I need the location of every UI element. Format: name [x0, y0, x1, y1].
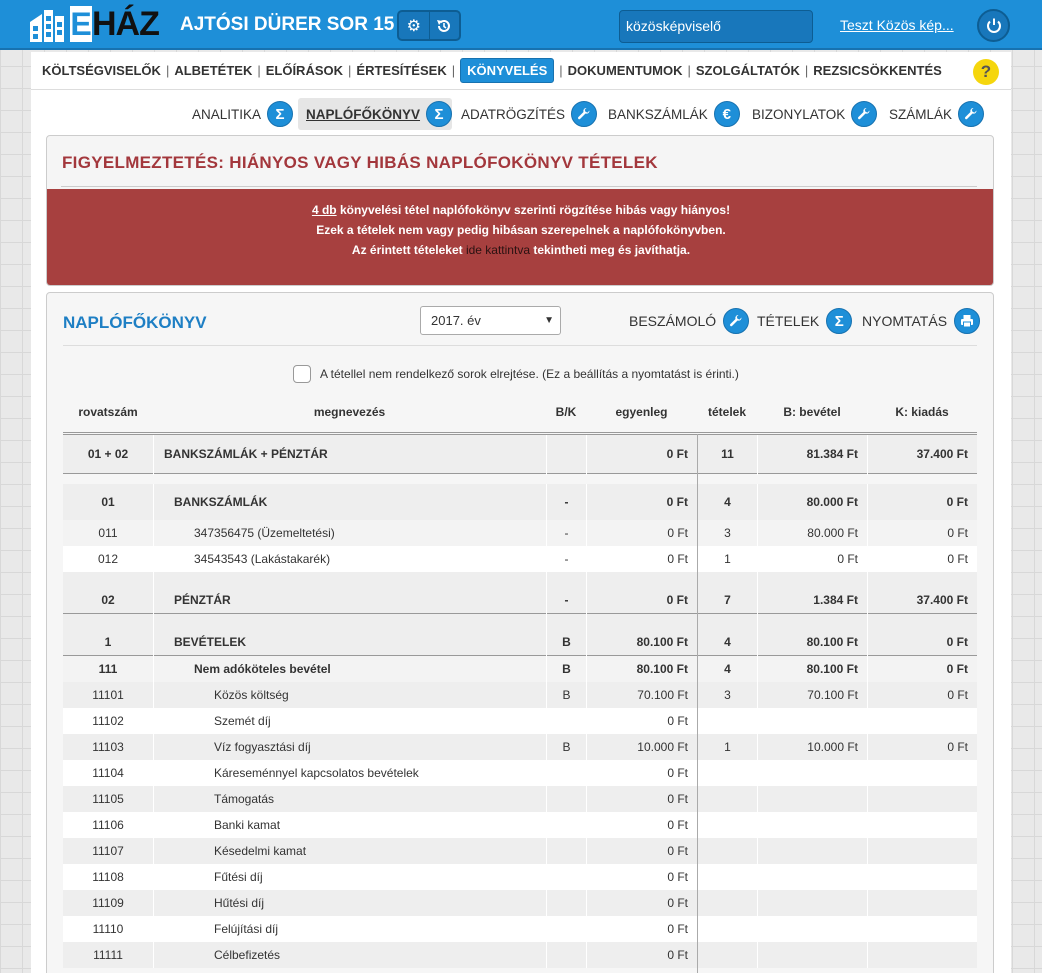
nav-item-dokumentumok[interactable]: DOKUMENTUMOK [567, 63, 683, 78]
cell-bevetel: 80.100 Ft [757, 614, 867, 656]
cell-kiadas: 37.400 Ft [867, 572, 977, 614]
cell-bevetel [757, 838, 867, 864]
cell-kiadas: 0 Ft [867, 682, 977, 708]
cell-tetelek [697, 916, 757, 942]
wrench-icon [723, 308, 749, 334]
table-row [63, 890, 977, 916]
cell-kiadas [867, 942, 977, 968]
cell-code: 11108 [92, 870, 124, 884]
cell-egyenleg: 0 Ft [586, 572, 697, 614]
header-tetelek: tételek [707, 405, 747, 419]
subnav-label: SZÁMLÁK [889, 106, 953, 122]
cell-kiadas: 0 Ft [867, 614, 977, 656]
cell-tetelek [697, 760, 757, 786]
sigma-icon: Σ [426, 101, 452, 127]
warning-line-1 [47, 200, 994, 220]
main-nav [31, 52, 1011, 90]
warning-line-3-post: tekintheti meg és javíthatja. [530, 243, 691, 257]
cell-name: Víz fogyasztási díj [153, 734, 546, 760]
report-label: BESZÁMOLÓ [629, 313, 717, 329]
cell-code: 11104 [92, 766, 124, 780]
table-row [63, 656, 977, 682]
cell-tetelek: 11 [697, 435, 757, 475]
panel-title: NAPLÓFŐKÖNYV [63, 313, 207, 332]
cell-bk [546, 942, 586, 968]
power-icon [985, 17, 1003, 35]
cell-name: Nem adóköteles bevétel [153, 656, 546, 682]
cell-name: Szemét díj [153, 708, 546, 734]
table-row [63, 484, 977, 520]
cell-bk [546, 786, 586, 812]
cell-bevetel [757, 864, 867, 890]
nav-separator: | [559, 63, 563, 78]
cell-egyenleg: 0 Ft [586, 435, 697, 475]
sigma-icon: Σ [267, 101, 293, 127]
logo-letters-haz: HÁZ [92, 5, 159, 43]
cell-bk [546, 812, 586, 838]
cell-kiadas [867, 916, 977, 942]
cell-bevetel [757, 890, 867, 916]
cell-bk [546, 435, 586, 475]
nav-item-koltsegviselok[interactable]: KÖLTSÉGVISELŐK [42, 63, 161, 78]
cell-name: Banki kamat [153, 812, 546, 838]
cell-kiadas [867, 890, 977, 916]
table-row [63, 760, 977, 786]
cell-egyenleg: 0 Ft [586, 484, 697, 520]
nav-item-eloirasok[interactable]: ELŐÍRÁSOK [265, 63, 344, 78]
subnav-bankszamlak[interactable] [608, 98, 740, 130]
divider [61, 186, 977, 187]
top-bar [0, 0, 1042, 50]
subnav-label: BIZONYLATOK [752, 106, 846, 122]
hide-empty-rows-option [293, 365, 739, 383]
cell-tetelek: 3 [697, 520, 757, 546]
cell-code: 01 + 02 [87, 447, 129, 461]
hide-empty-rows-checkbox[interactable] [293, 365, 311, 383]
nav-separator: | [348, 63, 352, 78]
cell-egyenleg: 0 Ft [586, 786, 697, 812]
header-bk: B/K [555, 405, 577, 419]
table-row [63, 812, 977, 838]
cell-code: 11107 [92, 844, 124, 858]
nav-item-rezsicsokkentes[interactable]: REZSICSÖKKENTÉS [813, 63, 942, 78]
error-count-link[interactable]: 4 db [311, 203, 337, 217]
cell-bevetel [757, 708, 867, 734]
cell-name: BEVÉTELEK [153, 614, 546, 656]
role-selector[interactable]: közösképviselő [619, 10, 813, 43]
cell-code: 02 [101, 593, 115, 607]
table-row [63, 786, 977, 812]
settings-button[interactable] [399, 12, 429, 39]
header-megnevezes: megnevezés [313, 405, 386, 419]
cell-tetelek: 1 [697, 546, 757, 572]
gear-icon: ⚙ [406, 17, 421, 35]
subnav-bizonylatok[interactable] [752, 98, 877, 130]
cell-tetelek: 7 [697, 572, 757, 614]
subnav-naplofokonyv[interactable] [298, 98, 452, 130]
items-button[interactable] [757, 308, 852, 334]
cell-kiadas [867, 786, 977, 812]
cell-code: 1 [104, 635, 112, 649]
header-rovatszam: rovatszám [78, 405, 138, 419]
nav-item-szolgaltatok[interactable]: SZOLGÁLTATÓK [695, 63, 800, 78]
cell-bevetel [757, 760, 867, 786]
cell-bevetel: 81.384 Ft [757, 435, 867, 475]
warning-line-3-pre: Az érintett tételeket [351, 243, 466, 257]
subnav-adatrogzites[interactable] [461, 98, 597, 130]
cell-bevetel: 0 Ft [757, 546, 867, 572]
cell-name: 34543543 (Lakástakarék) [153, 546, 546, 572]
nav-item-ertesitesek[interactable]: ÉRTESÍTÉSEK [356, 63, 447, 78]
cell-tetelek: 4 [697, 614, 757, 656]
warning-line-3 [47, 240, 994, 260]
cell-egyenleg: 80.100 Ft [586, 656, 697, 682]
year-select-value: 2017. év [431, 313, 481, 328]
cell-tetelek: 3 [697, 682, 757, 708]
wrench-icon [571, 101, 597, 127]
house-logo-icon [28, 10, 70, 42]
nav-item-albetetek[interactable]: ALBETÉTEK [174, 63, 253, 78]
print-button[interactable] [862, 308, 980, 334]
cell-tetelek: 1 [697, 734, 757, 760]
table-row [63, 838, 977, 864]
cell-bevetel: 1.384 Ft [757, 572, 867, 614]
warning-message [47, 189, 994, 286]
printer-icon [954, 308, 980, 334]
cell-code: 11105 [92, 792, 124, 806]
divider [63, 345, 977, 346]
euro-icon: € [714, 101, 740, 127]
cell-code: 012 [97, 552, 119, 566]
table-row [63, 434, 977, 474]
cell-tetelek [697, 708, 757, 734]
cell-name: BANKSZÁMLÁK + PÉNZTÁR [153, 435, 546, 475]
cell-egyenleg: 0 Ft [586, 864, 697, 890]
caret-down-icon: ▼ [544, 315, 554, 326]
year-select[interactable] [420, 306, 561, 335]
cell-tetelek [697, 942, 757, 968]
hide-empty-rows-label: A tétellel nem rendelkező sorok elrejtése. (Ez a beállítás a nyomtatást is érinti.) [320, 367, 739, 381]
nav-separator: | [804, 63, 809, 78]
print-label: NYOMTATÁS [862, 313, 948, 329]
cell-tetelek: 4 [697, 484, 757, 520]
cell-code: 11109 [92, 896, 124, 910]
nav-item-konyveles[interactable]: KÖNYVELÉS [460, 58, 554, 83]
ledger-panel [46, 292, 994, 973]
column-divider [697, 434, 698, 973]
cell-name: Hűtési díj [153, 890, 546, 916]
building-title: AJTÓSI DÜRER SOR 15 [180, 14, 395, 35]
cell-code: 01 [101, 495, 115, 509]
cell-tetelek [697, 786, 757, 812]
user-link[interactable]: Teszt Közös kép... [840, 17, 954, 33]
table-row [63, 546, 977, 572]
cell-bk [546, 864, 586, 890]
cell-bk [546, 708, 586, 734]
cell-bk: B [546, 734, 586, 760]
cell-egyenleg: 0 Ft [586, 520, 697, 546]
cell-bk: - [546, 572, 586, 614]
cell-bk [546, 838, 586, 864]
warning-box [46, 135, 994, 286]
cell-egyenleg: 0 Ft [586, 708, 697, 734]
cell-name: Támogatás [153, 786, 546, 812]
table-row [63, 864, 977, 890]
cell-bk: B [546, 682, 586, 708]
cell-bk: B [546, 614, 586, 656]
cell-code: 11106 [92, 818, 124, 832]
cell-bevetel [757, 942, 867, 968]
table-row [63, 708, 977, 734]
cell-egyenleg: 0 Ft [586, 546, 697, 572]
history-button[interactable] [429, 12, 460, 39]
cell-bk: - [546, 484, 586, 520]
subnav-analitika[interactable] [192, 98, 293, 130]
cell-egyenleg: 0 Ft [586, 838, 697, 864]
sigma-icon: Σ [826, 308, 852, 334]
cell-name: 347356475 (Üzemeltetési) [153, 520, 546, 546]
cell-tetelek: 4 [697, 656, 757, 682]
main-container [31, 52, 1011, 973]
cell-egyenleg: 0 Ft [586, 942, 697, 968]
cell-kiadas [867, 838, 977, 864]
warning-line-1-text: könyvelési tétel naplófokönyv szerinti rögzítése hibás vagy hiányos! [336, 203, 731, 217]
cell-egyenleg: 0 Ft [586, 890, 697, 916]
header-kiadas: K: kiadás [895, 405, 949, 419]
items-label: TÉTELEK [757, 313, 820, 329]
table-header [63, 398, 977, 426]
cell-bevetel: 80.000 Ft [757, 520, 867, 546]
cell-bevetel: 80.000 Ft [757, 484, 867, 520]
subnav-szamlak[interactable] [889, 98, 984, 130]
table-row [63, 614, 977, 656]
nav-separator: | [257, 63, 261, 78]
table-row [63, 572, 977, 614]
cell-bk: - [546, 520, 586, 546]
table-header-divider [63, 432, 977, 433]
cell-name: Közös költség [153, 682, 546, 708]
cell-kiadas [867, 708, 977, 734]
cell-kiadas: 0 Ft [867, 546, 977, 572]
question-icon: ? [980, 62, 992, 81]
table-row [63, 734, 977, 760]
cell-egyenleg: 0 Ft [586, 812, 697, 838]
cell-name: Fűtési díj [153, 864, 546, 890]
cell-kiadas [867, 812, 977, 838]
help-button[interactable] [973, 59, 999, 85]
cell-name: BANKSZÁMLÁK [153, 484, 546, 520]
subnav-label: ADATRÖGZÍTÉS [461, 106, 566, 122]
nav-separator: | [165, 63, 170, 78]
cell-code: 111 [98, 662, 118, 676]
cell-bevetel: 80.100 Ft [757, 656, 867, 682]
report-button[interactable] [629, 308, 749, 334]
cell-code: 11101 [92, 688, 124, 702]
cell-code: 011 [98, 526, 118, 540]
cell-bevetel [757, 786, 867, 812]
cell-code: 11103 [92, 740, 124, 754]
subnav-label: ANALITIKA [192, 106, 262, 122]
logout-button[interactable] [977, 9, 1010, 42]
cell-egyenleg: 10.000 Ft [586, 734, 697, 760]
table-row [63, 916, 977, 942]
wrench-icon [851, 101, 877, 127]
cell-bk: - [546, 546, 586, 572]
logo-letter-e: E [70, 6, 92, 42]
cell-kiadas [867, 864, 977, 890]
cell-kiadas: 0 Ft [867, 734, 977, 760]
cell-tetelek [697, 838, 757, 864]
cell-name: Felújítási díj [153, 916, 546, 942]
subnav-label: NAPLÓFŐKÖNYV [306, 106, 421, 122]
cell-egyenleg: 0 Ft [586, 916, 697, 942]
cell-tetelek [697, 812, 757, 838]
cell-bevetel [757, 916, 867, 942]
warning-line-2: Ezek a tételek nem vagy pedig hibásan szerepelnek a naplófokönyvben. [316, 223, 726, 237]
cell-bevetel: 70.100 Ft [757, 682, 867, 708]
table-row [63, 682, 977, 708]
wrench-icon [958, 101, 984, 127]
subnav-label: BANKSZÁMLÁK [608, 106, 708, 122]
cell-kiadas: 0 Ft [867, 484, 977, 520]
cell-kiadas: 37.400 Ft [867, 435, 977, 475]
cell-bk [546, 916, 586, 942]
cell-bk [546, 890, 586, 916]
cell-name: PÉNZTÁR [153, 572, 546, 614]
nav-separator: | [687, 63, 691, 78]
cell-kiadas: 0 Ft [867, 520, 977, 546]
cell-tetelek [697, 890, 757, 916]
cell-bk: B [546, 656, 586, 682]
cell-egyenleg: 0 Ft [586, 760, 697, 786]
history-icon [436, 18, 452, 34]
cell-kiadas: 0 Ft [867, 656, 977, 682]
warning-title: FIGYELMEZTETÉS: HIÁNYOS VAGY HIBÁS NAPLÓFOKÖNYV TÉTELEK [62, 153, 658, 172]
cell-tetelek [697, 864, 757, 890]
header-icon-group [397, 10, 461, 41]
cell-bk [546, 760, 586, 786]
nav-separator: | [451, 63, 456, 78]
cell-name: Káreseménnyel kapcsolatos bevételek [153, 760, 546, 786]
cell-bevetel [757, 812, 867, 838]
table-row [63, 520, 977, 546]
table-row [63, 942, 977, 968]
cell-name: Késedelmi kamat [153, 838, 546, 864]
cell-egyenleg: 80.100 Ft [586, 614, 697, 656]
cell-code: 11110 [92, 922, 124, 936]
cell-code: 11102 [92, 714, 124, 728]
sub-nav [31, 98, 1011, 130]
cell-name: Célbefizetés [153, 942, 546, 968]
cell-code: 11111 [93, 948, 123, 962]
app-logo[interactable] [28, 6, 168, 42]
cell-bevetel: 10.000 Ft [757, 734, 867, 760]
cell-kiadas [867, 760, 977, 786]
header-bevetel: B: bevétel [783, 405, 841, 419]
header-egyenleg: egyenleg [615, 405, 668, 419]
cell-egyenleg: 70.100 Ft [586, 682, 697, 708]
fix-items-link[interactable]: ide kattintva [465, 243, 530, 257]
